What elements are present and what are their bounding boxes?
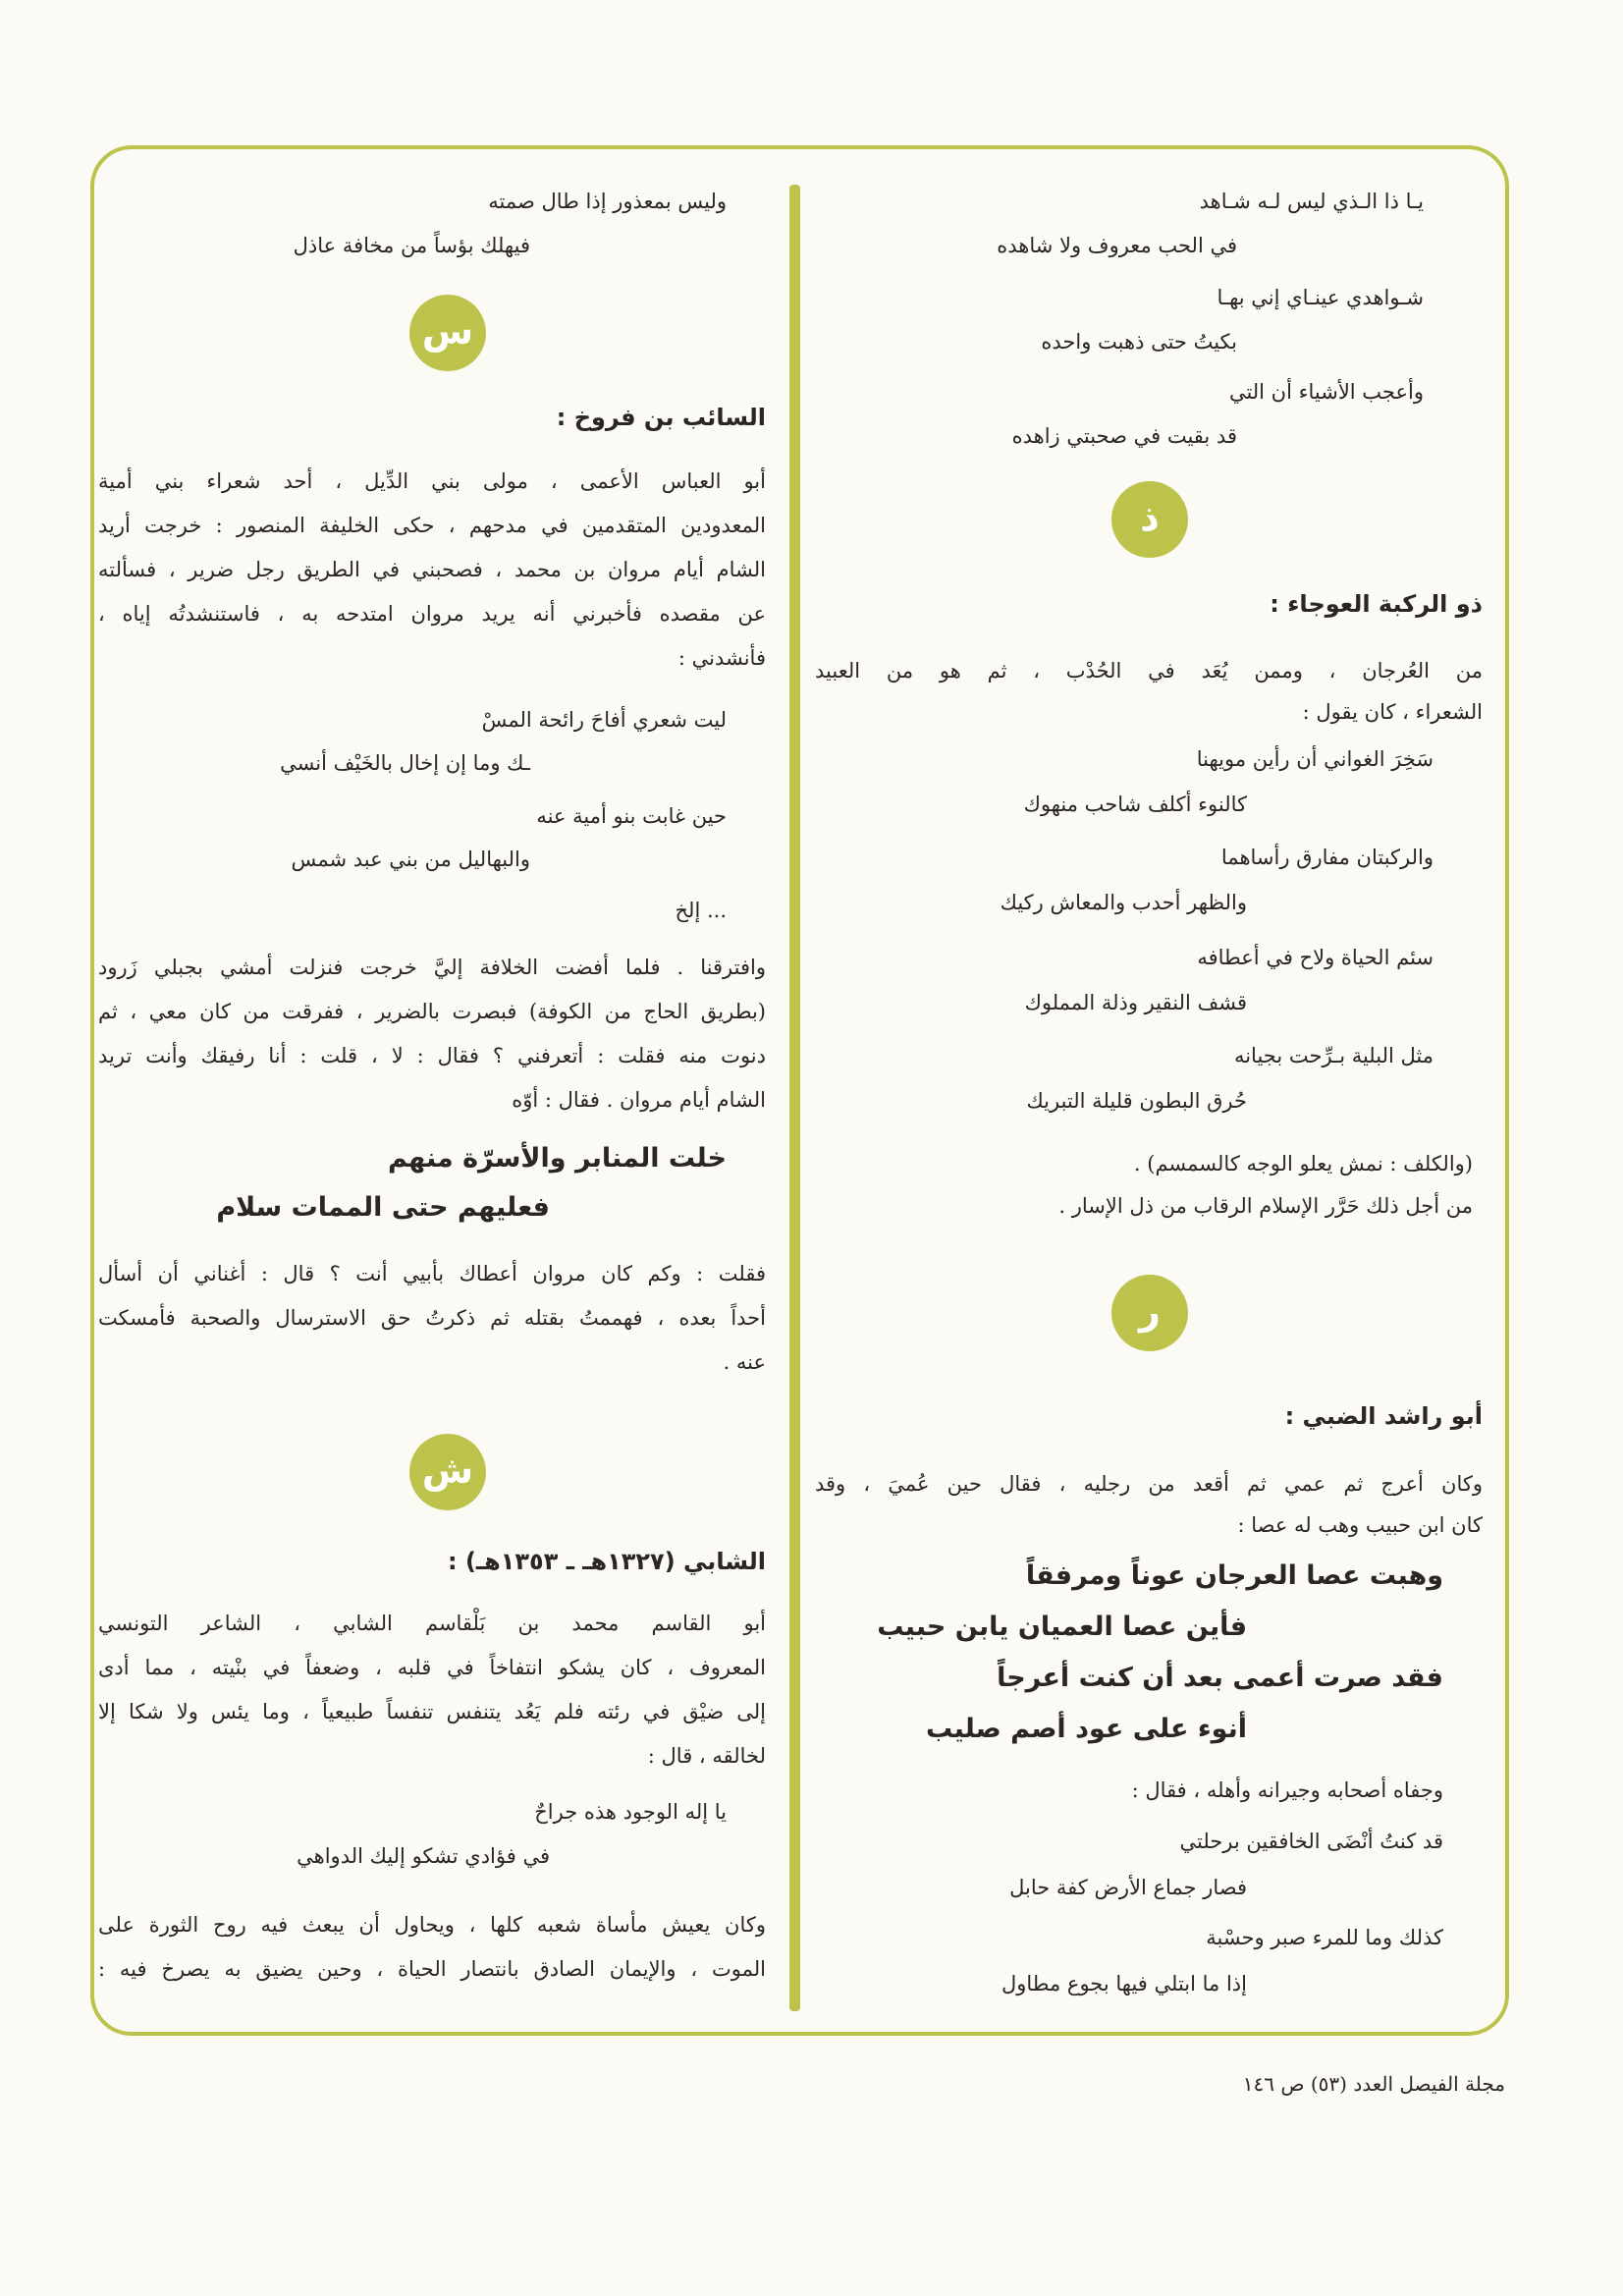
verse-line: فيهلك بؤساً من مخافة عاذل [293,234,530,257]
bold-verse-line: فعليهم حتى الممات سلام [216,1192,550,1223]
page-footer: مجلة الفيصل العدد (٥٣) ص ١٤٦ [1242,2072,1505,2096]
paragraph-line: كان ابن حبيب وهب له عصا : [1237,1513,1483,1537]
bold-verse-line: أنوء على عود أصم صليب [926,1714,1247,1744]
paragraph-line: وكان أعرج ثم عمي ثم أقعد من رجليه ، فقال حين عُميَ ، وقد [815,1472,1483,1496]
paragraph-line: المعدودين المتقدمين في مدحهم ، حكى الخليفة المنصور : خرجت أريد [98,514,766,537]
verse-line: فصار جماع الأرض كفة حابل [1009,1876,1247,1899]
verse-line: حُرق البطون قليلة التبريك [1026,1089,1247,1113]
paragraph-line: (بطريق الحاج من الكوفة) فبصرت بالضرير ، ففرقت من كان معي ، ثم [98,1000,766,1023]
paragraph-line: لخالقه ، قال : [647,1744,766,1768]
paragraph-line: فقلت : وكم كان مروان أعطاك بأبيي أنت ؟ قال : أغناني أن أسأل [98,1262,766,1285]
paragraph-line: وافترقنا . فلما أفضت الخلافة إليَّ خرجت فنزلت أمشي بجبلي زَرود [98,956,766,979]
etc-line: ... إلخ [675,899,727,922]
verse-line: سئم الحياة ولاح في أعطافه [1197,946,1434,969]
paragraph-line: الشام أيام مروان بن محمد ، فصحبني في الطريق رجل ضرير ، فسألته [98,558,766,581]
paragraph-line: عنه . [723,1350,766,1374]
paragraph-line: وجفاه أصحابه وجيرانه وأهله ، فقال : [1131,1778,1443,1802]
paragraph-line: أبو العباس الأعمى ، مولى بني الدِّيل ، أحد شعراء بني أمية [98,469,766,493]
section-heading: ذو الركبة العوجاء : [1270,590,1483,618]
section-heading: أبو راشد الضبي : [1284,1402,1483,1430]
verse-line: وأعجب الأشياء أن التي [1228,380,1424,404]
verse-line: وليس بمعذور إذا طال صمته [488,190,727,213]
verse-line: حين غابت بنو أمية عنه [536,804,727,828]
verse-line: مثل البلية بـرِّحت بجيانه [1233,1044,1434,1067]
bold-verse-line: فقد صرت أعمى بعد أن كنت أعرجاً [997,1663,1443,1693]
verse-line: في الحب معروف ولا شاهده [997,234,1237,257]
verse-line: إذا ما ابتلي فيها بجوع مطاول [1001,1972,1247,1995]
section-heading: الشابي (١٣٢٧هـ ـ ١٣٥٣هـ) : [447,1548,766,1575]
letter-badge: ش [409,1434,486,1510]
verse-line: والركبتان مفارق رأساهما [1220,846,1434,869]
verse-line: قد كنتُ أنْضَى الخافقين برحلتي [1179,1830,1443,1853]
verse-line: بكيتُ حتى ذهبت واحده [1041,330,1237,354]
verse-line: سَخِرَ الغواني أن رأين مويهنا [1196,747,1434,771]
verse-line: ـك وما إن إخال بالخَيْف أنسي [280,751,530,775]
letter-badge: س [409,295,486,371]
paragraph-line: الموت ، والإيمان الصادق بانتصار الحياة ، وحين يضيق به يصرخ فيه : [98,1957,766,1981]
letter-badge: ذ [1111,481,1188,558]
column-divider [789,185,800,2011]
verse-line: في فؤادي تشكو إليك الدواهي [297,1844,550,1868]
letter-badge: ر [1111,1275,1188,1351]
section-heading: السائب بن فروخ : [556,404,766,431]
bold-verse-line: فأين عصا العميان يابن حبيب [877,1612,1247,1642]
verse-line: قد بقيت في صحبتي زاهده [1011,424,1237,448]
paragraph-line: عن مقصده فأخبرني أنه يريد مروان امتدحه به ، فاستنشدتُه إياه ، [98,602,766,626]
verse-line: يا إله الوجود هذه جراحٌ [534,1800,727,1824]
paragraph-line: الشام أيام مروان . فقال : أوّه [512,1088,766,1112]
verse-line: شـواهدي عينـاي إني بهـا [1217,286,1424,309]
paragraph-line: إلى ضيْق في رئته فلم يَعُد يتنفس تنفساً طبيعياً ، وما يئس ولا شكا إلا [98,1700,766,1723]
paragraph-line: وكان يعيش مأساة شعبه كلها ، ويحاول أن يبعث فيه روح الثورة على [98,1913,766,1937]
bold-verse-line: وهبت عصا العرجان عوناً ومرفقاً [1025,1560,1443,1591]
verse-line: كالنوء أكلف شاحب منهوك [1023,793,1247,816]
bold-verse-line: خلت المنابر والأسرّة منهم [387,1143,727,1174]
verse-line: والبهاليل من بني عبد شمس [291,847,530,871]
verse-line: ليت شعري أفاحَ رائحة المسْ [481,708,727,732]
verse-line: يـا ذا الـذي ليس لـه شـاهد [1199,190,1424,213]
verse-line: والظهر أحدب والمعاش ركيك [1000,891,1247,914]
paragraph-line: أحداً بعده ، فهممتُ بقتله ثم ذكرتُ حق الاسترسال والصحبة فأمسكت [98,1306,766,1330]
verse-line: كذلك وما للمرء صبر وحسْبة [1206,1926,1443,1949]
paragraph-line: المعروف ، كان يشكو انتفاخاً في قلبه ، وضعفاً في بنْيته ، مما أدى [98,1656,766,1679]
paragraph-line: من أجل ذلك حَرَّر الإسلام الرقاب من ذل الإسار . [1058,1194,1473,1218]
note-line: (والكلف : نمش يعلو الوجه كالسمسم) . [1133,1152,1473,1175]
paragraph-line: دنوت منه فقلت : أتعرفني ؟ فقال : لا ، قلت : أنا رفيقك وأنت تريد [98,1044,766,1067]
paragraph-line: أبو القاسم محمد بن بَلْقاسم الشابي ، الشاعر التونسي [98,1612,766,1635]
paragraph-line: الشعراء ، كان يقول : [1302,700,1483,724]
paragraph-line: فأنشدني : [677,646,766,670]
verse-line: قشف النقير وذلة المملوك [1024,991,1247,1014]
paragraph-line: من العُرجان ، وممن يُعَد في الحُدْب ، ثم هو من العبيد [815,659,1483,683]
